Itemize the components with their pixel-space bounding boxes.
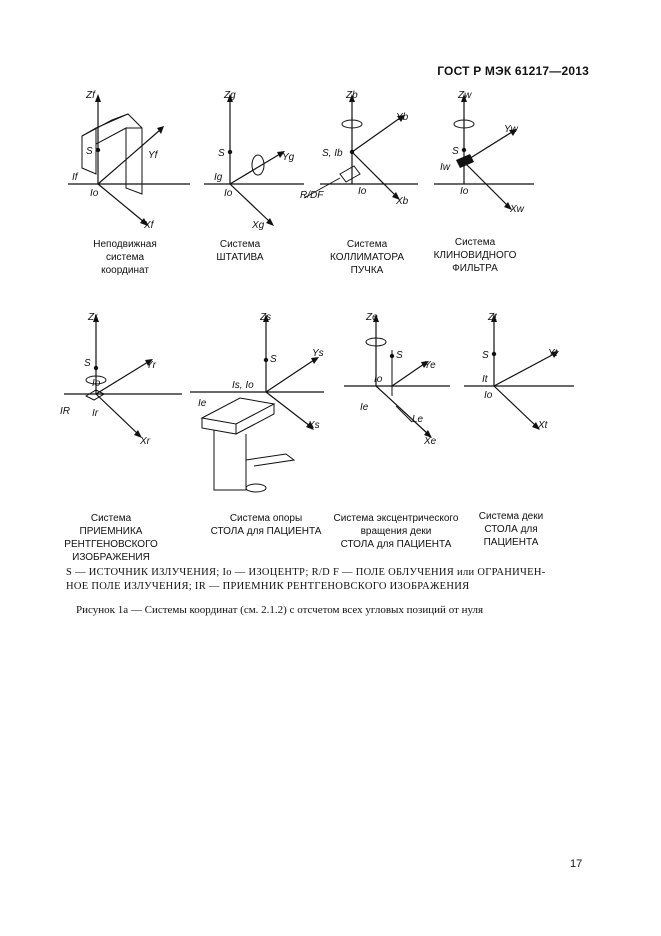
y-axis-label: Ys — [312, 348, 324, 359]
figure-collimator-system — [300, 88, 420, 238]
le-label: Le — [412, 414, 424, 425]
x-axis-label: Xb — [396, 196, 409, 207]
i-label: Ig — [214, 172, 223, 183]
y-axis-label: Yr — [146, 360, 156, 371]
figure-gantry-system — [200, 88, 310, 238]
gantry-system-diagram — [200, 88, 310, 238]
i-label: Ie — [360, 402, 369, 413]
caption-line: Система — [219, 239, 261, 250]
caption-fixed-system — [70, 238, 180, 277]
caption-line: ФИЛЬТРА — [452, 263, 498, 274]
caption-wedge-system — [430, 236, 520, 275]
figure-fixed-system — [60, 88, 200, 238]
caption-gantry-system — [195, 238, 285, 264]
caption-line: Система — [454, 237, 496, 248]
caption-line: ШТАТИВА — [216, 252, 264, 263]
caption-line: Система — [90, 513, 132, 524]
isocentre-label: Io — [358, 186, 367, 197]
z-axis-label: Zw — [458, 90, 472, 101]
i-label: If — [72, 172, 78, 183]
figure-eccentric-system — [340, 310, 460, 460]
y-axis-label: Yw — [504, 124, 518, 135]
x-axis-label: Xr — [140, 436, 150, 447]
figure-wedge-system — [430, 88, 550, 238]
isocentre-label: Io — [224, 188, 233, 199]
x-axis-label: Xt — [538, 420, 548, 431]
source-label: S — [270, 354, 277, 365]
rdf-label: R/DF — [300, 190, 324, 201]
table-support-system-diagram — [190, 310, 330, 500]
wedge-system-diagram — [430, 88, 550, 238]
caption-line: ИЗОБРАЖЕНИЯ — [72, 552, 150, 563]
isocentre-label: Io — [374, 374, 383, 385]
source-label: S — [86, 146, 93, 157]
caption-line: ПРИЕМНИКА — [79, 526, 143, 537]
collimator-system-diagram — [300, 88, 420, 238]
i-label: Ir — [92, 408, 99, 419]
caption-line: Система деки — [478, 511, 544, 522]
caption-line: система — [105, 252, 145, 263]
source-label: S — [482, 350, 489, 361]
z-axis-label: Zs — [260, 312, 272, 323]
i-label: Iw — [440, 162, 450, 173]
caption-line: СТОЛА для ПАЦИЕНТА — [210, 526, 322, 537]
isocentre-label: Io — [484, 390, 493, 401]
source-label: S — [396, 350, 403, 361]
caption-line: РЕНТГЕНОВСКОГО — [64, 539, 158, 550]
source-label: S — [84, 358, 91, 369]
source-label: S, Ib — [322, 148, 343, 159]
caption-line: СТОЛА для ПАЦИЕНТА — [340, 539, 452, 550]
x-axis-label: Xs — [308, 420, 320, 431]
y-axis-label: Yb — [396, 112, 409, 123]
y-axis-label: Yf — [148, 150, 158, 161]
legend-line-1: S — ИСТОЧНИК ИЗЛУЧЕНИЯ; Io — ИЗОЦЕНТР; R/D F — ПОЛЕ ОБЛУЧЕНИЯ или ОГРАНИЧЕН- — [66, 567, 546, 578]
legend — [66, 566, 586, 594]
i-label: It — [482, 374, 488, 385]
y-axis-label: Yt — [548, 348, 558, 359]
figure-caption: Рисунок 1а — Системы координат (см. 2.1.2) с отсчетом всех угловых позиций от нуля — [76, 604, 484, 616]
caption-line: СТОЛА для — [484, 524, 538, 535]
caption-table-support-system — [204, 512, 328, 538]
fixed-system-diagram — [60, 88, 200, 238]
caption-line: Система — [346, 239, 388, 250]
standard-header: ГОСТ Р МЭК 61217—2013 — [437, 64, 589, 78]
isocentre-label: Io — [460, 186, 469, 197]
y-axis-label: Yg — [282, 152, 295, 163]
z-axis-label: Zg — [224, 90, 236, 101]
table-top-system-diagram — [460, 310, 580, 460]
figure-table-support-system — [190, 310, 330, 500]
receptor-system-diagram — [56, 310, 186, 460]
caption-line: КЛИНОВИДНОГО — [433, 250, 517, 261]
x-axis-label: Xg — [252, 220, 265, 231]
caption-collimator-system — [312, 238, 422, 277]
legend-line-2: НОЕ ПОЛЕ ИЗЛУЧЕНИЯ; IR — ПРИЕМНИК РЕНТГЕНОВСКОГО ИЗОБРАЖЕНИЯ — [66, 581, 470, 592]
ie-label: Ie — [198, 398, 207, 409]
y-axis-label: Ye — [424, 360, 436, 371]
caption-line: вращения деки — [360, 526, 432, 537]
source-label: S — [218, 148, 225, 159]
z-axis-label: Zr — [88, 312, 98, 323]
caption-line: КОЛЛИМАТОРА — [329, 252, 405, 263]
z-axis-label: Zt — [488, 312, 497, 323]
isocentre-label: Io — [90, 188, 99, 199]
x-axis-label: Xe — [424, 436, 437, 447]
caption-line: Неподвижная — [93, 239, 157, 250]
caption-table-top-system — [466, 510, 556, 549]
z-axis-label: Zf — [86, 90, 95, 101]
caption-line: Система эксцентрического — [333, 513, 459, 524]
source-label: S — [452, 146, 459, 157]
isocentre-label: Io — [92, 378, 101, 389]
caption-line: ПУЧКА — [350, 265, 384, 276]
figure-receptor-system — [56, 310, 186, 460]
page-number: 17 — [570, 858, 583, 870]
caption-line: Система опоры — [229, 513, 303, 524]
caption-eccentric-system — [328, 512, 464, 551]
z-axis-label: Zb — [346, 90, 358, 101]
caption-receptor-system — [56, 512, 166, 564]
z-axis-label: Ze — [366, 312, 378, 323]
x-axis-label: Xf — [144, 220, 154, 231]
receptor-label: IR — [60, 406, 70, 417]
caption-line: координат — [101, 265, 149, 276]
figure-table-top-system — [460, 310, 580, 460]
isocentre-label: Is, Io — [232, 380, 254, 391]
eccentric-system-diagram — [340, 310, 460, 460]
caption-line: ПАЦИЕНТА — [483, 537, 539, 548]
x-axis-label: Xw — [510, 204, 524, 215]
